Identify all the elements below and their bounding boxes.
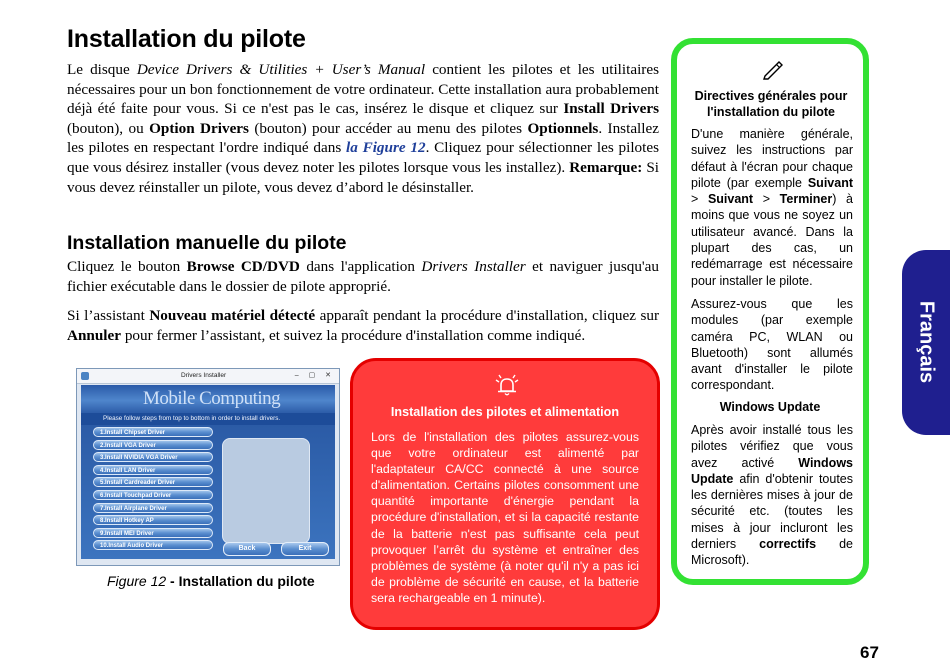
intro-paragraph: Le disque Device Drivers & Utilities + User’s Manual contient les pilotes et les utilitaires nécessaires pour un bon fonctionnement de votre ordinateur. Cette installation aura probablement déjà été faite pour vous. Si ce n'est pas le cas, insérez le disque et cliquez sur Install Drivers (bouton), ou Option Drivers (bouton) pour accéder au menu des pilotes Optionnels. Installez les pilotes en respectant l'ordre indiqué dans la Figure 12. Cliquez pour sélectionner les pilotes que vous désirez installer (vous devez noter les pilotes lorsque vous les installez). Remarque: Si vous devez réinstaller un pilote, vous devez d’abord le désinstaller. <box>67 61 660 196</box>
driver-button: 8.Install Hotkey AP <box>93 515 213 525</box>
screenshot-titlebar <box>77 369 339 384</box>
note-paragraph-2: Assurez-vous que les modules (par exemple caméra PC, WLAN ou Bluetooth) sont allumés avant d'installer le pilote correspondant. <box>691 297 853 393</box>
screenshot-back-button: Back <box>223 542 271 556</box>
screenshot-exit-button: Exit <box>281 542 329 556</box>
note-paragraph-1: D'une manière générale, suivez les instructions par défaut à l'écran pour chaque pilote (par exemple Suivant > Suivant > Terminer) à moins que vous ne soyez un utilisateur avancé. Dans la plupart des cas, un redémarrage est nécessaire pour installer le pilote. <box>691 127 853 288</box>
windows-update-heading: Windows Update <box>719 400 821 414</box>
screenshot-preview-panel <box>222 438 310 544</box>
manual-install-heading: Installation manuelle du pilote <box>67 232 347 254</box>
note-heading: Directives générales pour l'installation du pilote <box>694 89 848 120</box>
note-paragraph-3: Après avoir installé tous les pilotes vérifiez que vous avez activé Windows Update afin d'obtenir toutes les dernières mises à jour de sécurité etc. (toutes les mises à jour incluront les derniers correctifs de Microsoft). <box>691 423 853 568</box>
manual-install-paragraph-1: Cliquez le bouton Browse CD/DVD dans l'application Drivers Installer et naviguer jusqu'au fichier exécutable dans le dossier de pilote approprié. <box>67 258 659 295</box>
driver-button: 10.Install Audio Driver <box>93 540 213 550</box>
pencil-icon <box>761 58 785 80</box>
side-tab-label: Français <box>915 300 938 384</box>
driver-button: 5.Install Cardreader Driver <box>93 477 213 487</box>
driver-button: 2.Install VGA Driver <box>93 440 213 450</box>
figure-12-link[interactable]: la Figure 12 <box>346 139 426 157</box>
screenshot-banner <box>81 385 335 413</box>
note-box <box>671 38 869 585</box>
driver-button: 6.Install Touchpad Driver <box>93 490 213 500</box>
mobile-computing-logo: Mobile Computing <box>143 388 281 409</box>
page-title: Installation du pilote <box>67 25 306 53</box>
warning-text: Lors de l'installation des pilotes assurez-vous que votre ordinateur est alimenté par l'adaptateur CA/CC connecté à une source d'alimentation. Certains pilotes consomment une quantité importante d'énergie pendant la procédure d'installation, et si la capacité restante de la batterie n'est pas suffisante cela peut provoquer l’arrêt du système et entraîner des problèmes de système (à noter qu'il n'y a pas ici de problème de sécurité en cause, et la batterie sera rechargeable en 1 minute). <box>371 430 639 605</box>
driver-button: 9.Install MEI Driver <box>93 528 213 538</box>
window-controls-icon: – ▢ ✕ <box>294 372 335 379</box>
language-side-tab[interactable] <box>902 250 950 435</box>
driver-button: 1.Install Chipset Driver <box>93 427 213 437</box>
manual-install-paragraph-2: Si l’assistant Nouveau matériel détecté apparaît pendant la procédure d'installation, cliquez sur Annuler pour fermer l’assistant, et suivez la procédure d'installation comme indiqué. <box>67 307 660 344</box>
screenshot-window-title: Drivers Installer <box>181 372 227 379</box>
figure-caption: Figure 12 - Installation du pilote <box>107 573 315 589</box>
driver-button: 4.Install LAN Driver <box>93 465 213 475</box>
app-icon <box>81 372 89 380</box>
driver-button: 3.Install NVIDIA VGA Driver <box>93 452 213 462</box>
page-number: 67 <box>860 643 879 662</box>
driver-button: 7.Install Airplane Driver <box>93 503 213 513</box>
warning-box <box>350 358 660 630</box>
warning-heading: Installation des pilotes et alimentation <box>390 405 620 419</box>
drivers-installer-screenshot <box>76 368 340 566</box>
screenshot-hint: Please follow steps from top to bottom in order to install drivers. <box>81 413 335 425</box>
alarm-bell-icon <box>493 373 521 397</box>
